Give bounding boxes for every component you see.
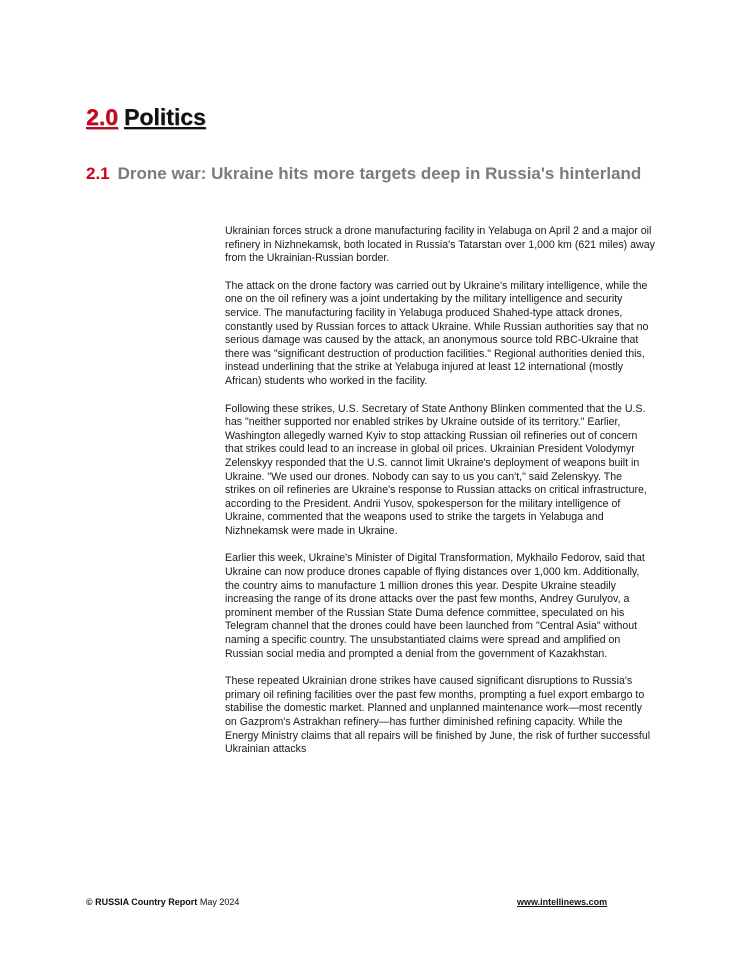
subsection-heading [86,160,646,188]
subsection-number: 2.1 [86,164,110,183]
paragraph: Earlier this week, Ukraine's Minister of Digital Transformation, Mykhailo Fedorov, said that Ukraine can now produce drones capable of flying distances over 1,000 km. Additionally, the country aims to manufacture 1 million drones this year. Despite Ukraine steadily increasing the range of its drone attacks over the past few months, Andrey Gurulyov, a prominent member of the Russian State Duma defence committee, speculated on his Telegram channel that the drones could have been launched from "Central Asia" without naming a specific country. The unsubstantiated claims were spread and amplified on Russian social media and prompted a denial from the government of Kazakhstan. [225,552,645,660]
section-title: Politics [123,104,206,130]
section-heading [86,104,206,131]
footer-report-label [86,897,239,907]
footer-report-name: © RUSSIA Country Report [86,897,198,907]
footer-website-link[interactable]: www.intellinews.com [517,897,608,907]
article-body [225,225,655,771]
paragraph: These repeated Ukrainian drone strikes have caused significant disruptions to Russia's primary oil refining facilities over the past few months, prompting a fuel export embargo to stabilise the domestic market. Planned and unplanned maintenance work—most recently on Gazprom's Astrakhan refinery—has further diminished refining capacity. While the Energy Ministry claims that all repairs will be finished by June, the risk of further successful Ukrainian attacks [225,675,651,756]
paragraph: Ukrainian forces struck a drone manufacturing facility in Yelabuga on April 2 and a major oil refinery in Nizhnekamsk, both located in Russia's Tatarstan over 1,000 km (621 miles) away from the Ukrainian-Russian border. [225,225,655,265]
paragraph: Following these strikes, U.S. Secretary of State Anthony Blinken commented that the U.S. has "neither supported nor enabled strikes by Ukraine outside of its territory." Earlier, Washington allegedly warned Kyiv to stop attacking Russian oil refineries out of concern that strikes could lead to an increase in global oil prices. Ukrainian President Volodymyr Zelenskyy responded that the U.S. cannot limit Ukraine's deployment of weapons built in Ukraine. "We used our drones. Nobody can say to us you can't," said Zelenskyy. The strikes on oil refineries are Ukraine's response to Russian attacks on critical infrastructure, according to the President. Andrii Yusov, spokesperson for the military intelligence of Ukraine, commented that the weapons used to strike the targets in Yelabuga and Nizhnekamsk were made in Ukraine. [225,402,647,537]
footer-date: May 2024 [199,897,240,907]
section-number: 2.0 [86,104,118,130]
subsection-title: Drone war: Ukraine hits more targets deep in Russia's hinterland [117,164,642,183]
paragraph: The attack on the drone factory was carried out by Ukraine's military intelligence, while the one on the oil refinery was a joint undertaking by the military intelligence and security service. The manufacturing facility in Yelabuga produced Shahed-type attack drones, constantly used by Russian forces to attack Ukraine. While Russian authorities say that no serious damage was caused by the attack, an anonymous source told RBC-Ukraine that there was "significant destruction of production facilities." Regional authorities denied this, instead underlining that the strike at Yelabuga injured at least 12 international (mostly African) students who worked in the facility. [225,279,649,387]
